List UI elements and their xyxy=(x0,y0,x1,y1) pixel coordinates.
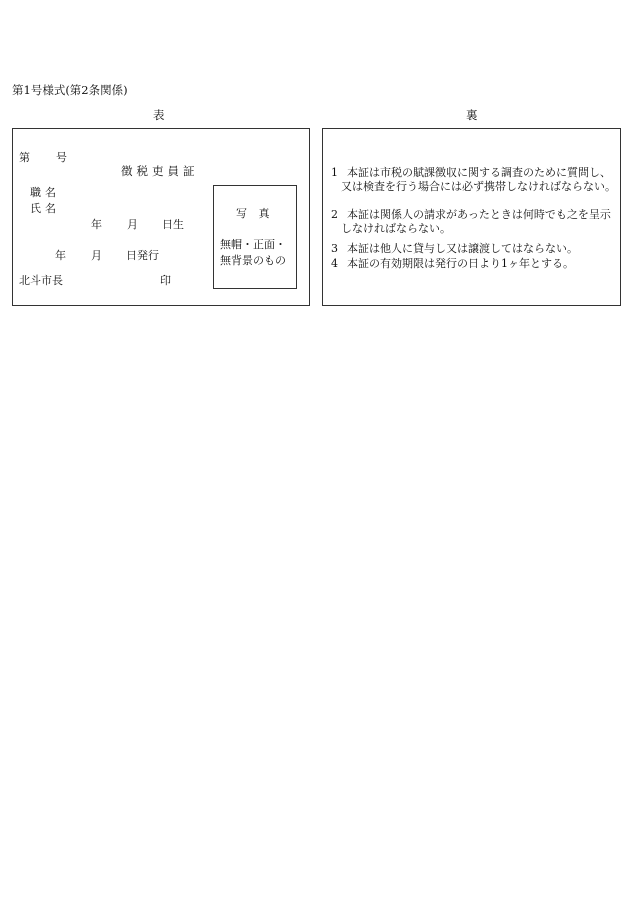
position-label: 職名 xyxy=(30,186,60,199)
id-card-back xyxy=(322,128,621,306)
card-title: 徴税吏員証 xyxy=(121,164,199,178)
card-number-suffix: 号 xyxy=(56,151,67,164)
note-text: 本証は市税の賦課徴収に関する調査のために質問し、又は検査を行う場合には必ず携帯しなければならない。 xyxy=(341,166,616,193)
card-number-prefix: 第 xyxy=(19,151,30,164)
birth-month: 月 xyxy=(127,218,138,231)
note-item xyxy=(331,242,616,256)
seal-mark: 印 xyxy=(160,274,171,287)
issue-day: 日発行 xyxy=(126,249,159,262)
note-item xyxy=(331,166,616,194)
photo-title: 写 真 xyxy=(236,207,274,220)
birth-day: 日生 xyxy=(162,218,184,231)
front-side-label: 表 xyxy=(153,108,165,122)
note-number: 2 xyxy=(331,208,338,221)
note-text: 本証は関係人の請求があったときは何時でも之を呈示しなければならない。 xyxy=(341,208,611,235)
photo-box xyxy=(213,185,297,289)
back-side-label: 裏 xyxy=(466,108,478,122)
note-number: 4 xyxy=(331,257,338,270)
photo-requirement-line-1: 無帽・正面・ xyxy=(220,238,286,251)
issuer-name: 北斗市長 xyxy=(19,274,63,287)
issue-year: 年 xyxy=(55,249,66,262)
issue-month: 月 xyxy=(91,249,102,262)
note-item xyxy=(331,208,616,236)
photo-requirement-line-2: 無背景のもの xyxy=(220,254,286,267)
id-card-front xyxy=(12,128,310,306)
name-label: 氏名 xyxy=(30,202,60,215)
form-heading: 第1号様式(第2条関係) xyxy=(12,83,128,97)
note-text: 本証は他人に貸与し又は譲渡してはならない。 xyxy=(347,242,578,255)
note-number: 1 xyxy=(331,166,338,179)
note-text: 本証の有効期限は発行の日より1ヶ年とする。 xyxy=(347,257,574,270)
birth-year: 年 xyxy=(91,218,102,231)
note-number: 3 xyxy=(331,242,338,255)
note-item xyxy=(331,257,616,271)
